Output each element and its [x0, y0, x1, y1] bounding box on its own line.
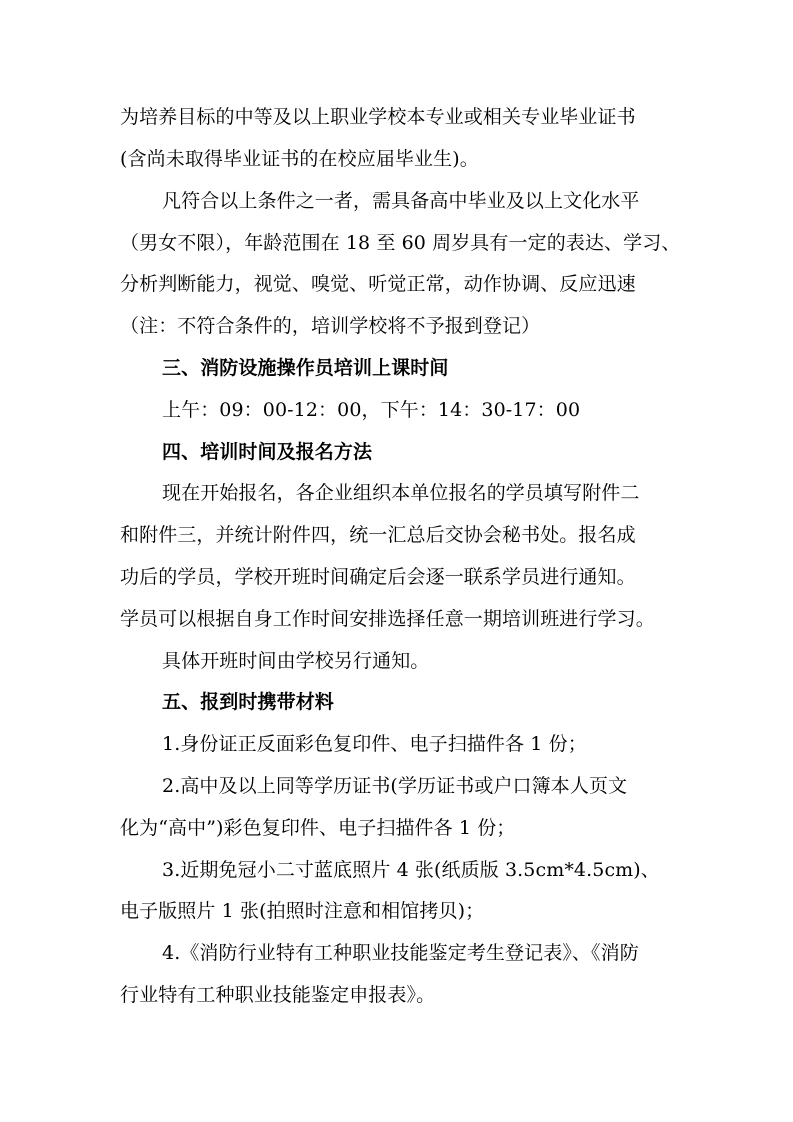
- class-time-line: 上午：09：00-12：00，下午：14：30-17：00: [162, 399, 581, 421]
- material-item-3: 3.近期免冠小二寸蓝底照片 4 张(纸质版 3.5cm*4.5cm)、: [162, 859, 660, 881]
- material-item-3-cont: 电子版照片 1 张(拍照时注意和相馆拷贝)；: [120, 900, 485, 922]
- paragraph-line-14: 具体开班时间由学校另行通知。: [162, 650, 430, 672]
- paragraph-line-1: 为培养目标的中等及以上职业学校本专业或相关专业毕业证书: [120, 106, 636, 128]
- paragraph-line-2: (含尚未取得毕业证书的在校应届毕业生)。: [120, 148, 479, 170]
- paragraph-line-6: （注：不符合条件的，培训学校将不予报到登记）: [120, 315, 541, 337]
- material-item-2: 2.高中及以上同等学历证书(学历证书或户口簿本人页文: [162, 775, 628, 797]
- material-item-4: 4.《消防行业特有工种职业技能鉴定考生登记表》、《消防: [162, 942, 639, 964]
- paragraph-line-12: 功后的学员，学校开班时间确定后会逐一联系学员进行通知。: [120, 566, 636, 588]
- paragraph-line-4: （男女不限），年龄范围在 18 至 60 周岁具有一定的表达、学习、: [120, 232, 680, 254]
- section-heading-5: 五、报到时携带材料: [162, 691, 334, 713]
- material-item-4-cont: 行业特有工种职业技能鉴定申报表》。: [120, 984, 436, 1006]
- paragraph-line-13: 学员可以根据自身工作时间安排选择任意一期培训班进行学习。: [120, 608, 655, 630]
- paragraph-line-10: 现在开始报名，各企业组织本单位报名的学员填写附件二: [162, 482, 640, 504]
- paragraph-line-11: 和附件三，并统计附件四，统一汇总后交协会秘书处。报名成: [120, 524, 636, 546]
- material-item-1: 1.身份证正反面彩色复印件、电子扫描件各 1 份；: [162, 733, 587, 755]
- paragraph-line-3: 凡符合以上条件之一者，需具备高中毕业及以上文化水平: [162, 190, 640, 212]
- paragraph-line-5: 分析判断能力，视觉、嗅觉、听觉正常，动作协调、反应迅速: [120, 273, 636, 295]
- section-heading-4: 四、培训时间及报名方法: [162, 441, 373, 463]
- section-heading-3: 三、消防设施操作员培训上课时间: [162, 357, 449, 379]
- material-item-2-cont: 化为“高中”)彩色复印件、电子扫描件各 1 份；: [120, 817, 516, 839]
